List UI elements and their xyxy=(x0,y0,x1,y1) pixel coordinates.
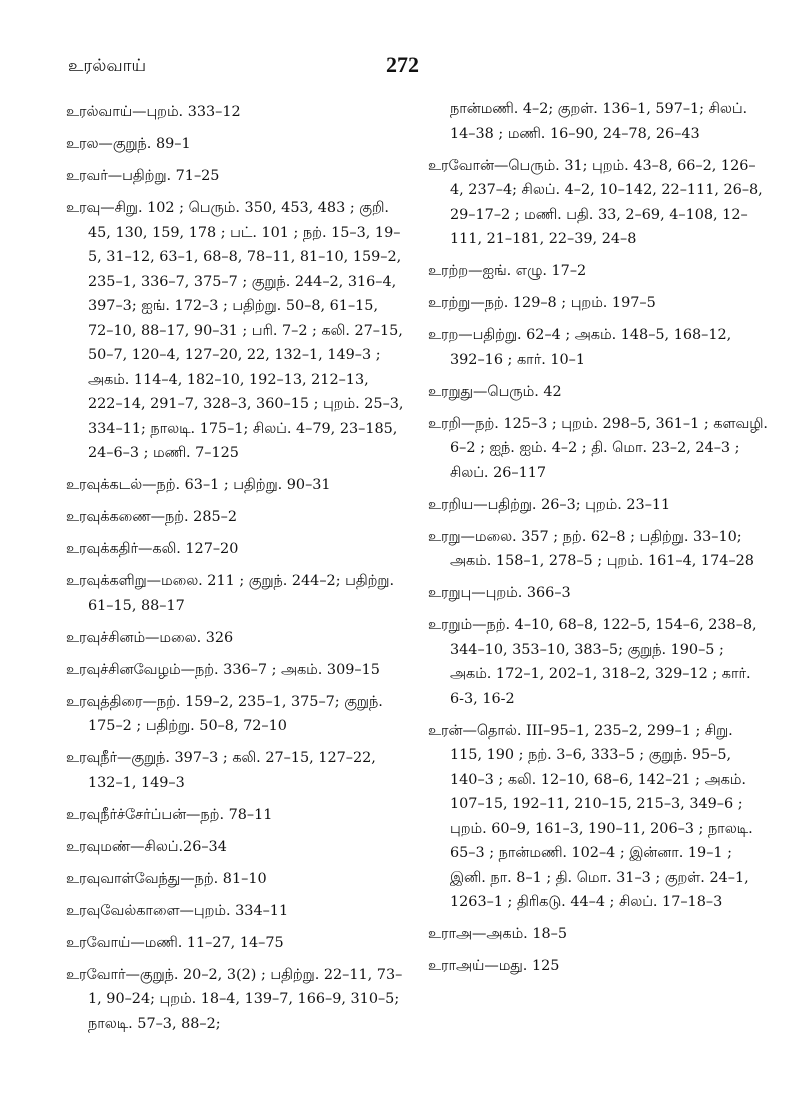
index-entry: உரவுநீர்ச்சேர்ப்பன்—நற். 78–11 xyxy=(66,806,273,823)
index-entry: உரறுபு—புறம். 366–3 xyxy=(428,585,571,601)
index-entry: உரவுத்திரை—நற். 159–2, 235–1, 375–7; குறுந். 175–2 ; பதிற்று. 50–8, 72–10 xyxy=(66,693,388,734)
index-entry: உரறி—நற். 125–3 ; புறம். 298–5, 361–1 ; களவழி. 6–2 ; ஐந். ஐம். 4–2 ; தி. மொ. 23–2, 24–3 ; சிலப். 26–117 xyxy=(428,415,773,481)
index-entry: உரறும்—நற். 4–10, 68–8, 122–5, 154–6, 238–8, 344–10, 353–10, 383–5; குறுந். 190–5 ; அகம். 172–1, 202–1, 318–2, 329–12 ; கார். 6-3, 16-2 xyxy=(428,617,762,707)
index-entry: உரவுச்சினம்—மலை. 326 xyxy=(66,629,234,646)
index-entry: உரவோய்—மணி. 11–27, 14–75 xyxy=(66,934,284,951)
index-entry: உரவோன்—பெரும். 31; புறம். 43–8, 66–2, 126–4, 237–4; சிலப். 4–2, 10–142, 22–111, 26–8, 29–17–2 ; மணி. பதி. 33, 2–69, 4–108, 12–111, 21–181, 22–39, 24–8 xyxy=(428,157,768,247)
index-entry: உராஅய்—மது. 125 xyxy=(428,958,560,974)
index-entry: உரவுக்கணை—நற். 285–2 xyxy=(66,509,237,525)
index-entry: உரல்வாய்—புறம். 333–12 xyxy=(66,104,241,120)
index-entry: உரற்ற—ஐங். எழு. 17–2 xyxy=(428,263,587,279)
index-entry: உரவுக்கடல்—நற். 63–1 ; பதிற்று. 90–31 xyxy=(66,477,331,493)
page-header xyxy=(48,52,768,86)
index-column-left xyxy=(66,100,409,1044)
index-entry: உரவர்—பதிற்று. 71–25 xyxy=(66,168,220,184)
index-entry: உரறிய—பதிற்று. 26–3; புறம். 23–11 xyxy=(428,496,671,513)
index-entry: உராஅ—அகம். 18–5 xyxy=(428,926,567,942)
index-entry: உரன்—தொல். III–95–1, 235–2, 299–1 ; சிறு. 115, 190 ; நற். 3–6, 333–5 ; குறுந். 95–5, 140–3 ; கலி. 12–10, 68–6, 142–21 ; அகம். 107–15, 192–11, 210–15, 215–3, 349–6 ; புறம். 60–9, 161–3, 190–11, 206–3 ; நாலடி. 65–3 ; நான்மணி. 102–4 ; இன்னா. 19–1 ; இனி. நா. 8–1 ; தி. மொ. 31–3 ; குறள். 24–1, 1263–1 ; திரிகடு. 44–4 ; சிலப். 17–18–3 xyxy=(428,722,758,910)
index-entry: உரவுநீர்—குறுந். 397–3 ; கலி. 27–15, 127–22, 132–1, 149–3 xyxy=(66,750,381,791)
index-entry: உரவுவேல்காளை—புறம். 334–11 xyxy=(66,902,289,919)
index-entry: உரவுக்களிறு—மலை. 211 ; குறுந். 244–2; பதிற்று. 61–15, 88–17 xyxy=(66,573,399,614)
index-entry: உரவுச்சினவேழம்—நற். 336–7 ; அகம். 309–15 xyxy=(66,661,380,678)
index-column-right xyxy=(428,97,773,986)
index-entry: உரற—பதிற்று. 62–4 ; அகம். 148–5, 168–12, 392–16 ; கார். 10–1 xyxy=(428,327,736,368)
index-entry: உரறுது—பெரும். 42 xyxy=(428,383,562,400)
index-entry: உரல—குறுந். 89–1 xyxy=(66,136,191,152)
index-entry: உரவுவாள்வேந்து—நற். 81–10 xyxy=(66,870,267,887)
index-entry-continuation: நான்மணி. 4–2; குறள். 136–1, 597–1; சிலப். 14–38 ; மணி. 16–90, 24–78, 26–43 xyxy=(450,101,752,142)
index-entry: உரவுமண்—சிலப்.26–34 xyxy=(66,838,227,855)
index-entry: உரறு—மலை. 357 ; நற். 62–8 ; பதிற்று. 33–10; அகம். 158–1, 278–5 ; புறம். 161–4, 174–28 xyxy=(428,528,754,569)
index-entry: உரவு—சிறு. 102 ; பெரும். 350, 453, 483 ; குறி. 45, 130, 159, 178 ; பட். 101 ; நற். 15–3, 19–5, 31–12, 63–1, 68–8, 78–11, 81–10, 159–2, 235–1, 336–7, 375–7 ; குறுந். 244–2, 316–4, 397–3; ஐங். 172–3 ; பதிற்று. 50–8, 61–15, 72–10, 88–17, 90–31 ; பரி. 7–2 ; கலி. 27–15, 50–7, 120–4, 127–20, 22, 132–1, 149–3 ; அகம். 114–4, 182–10, 192–13, 212–13, 222–14, 291–7, 328–3, 360–15 ; புறம். 25–3, 334–11; நாலடி. 175–1; சிலப். 4–79, 23–185, 24–6–3 ; மணி. 7–125 xyxy=(66,200,409,461)
page-number: 272 xyxy=(386,52,419,77)
running-head: உரல்வாய் xyxy=(68,56,147,76)
index-entry: உரற்று—நற். 129–8 ; புறம். 197–5 xyxy=(428,295,656,311)
index-entry: உரவோர்—குறுந். 20–2, 3(2) ; பதிற்று. 22–11, 73–1, 90–24; புறம். 18–4, 139–7, 166–9, 310–5; நாலடி. 57–3, 88–2; xyxy=(66,966,404,1032)
index-entry: உரவுக்கதிர்—கலி. 127–20 xyxy=(66,541,239,557)
